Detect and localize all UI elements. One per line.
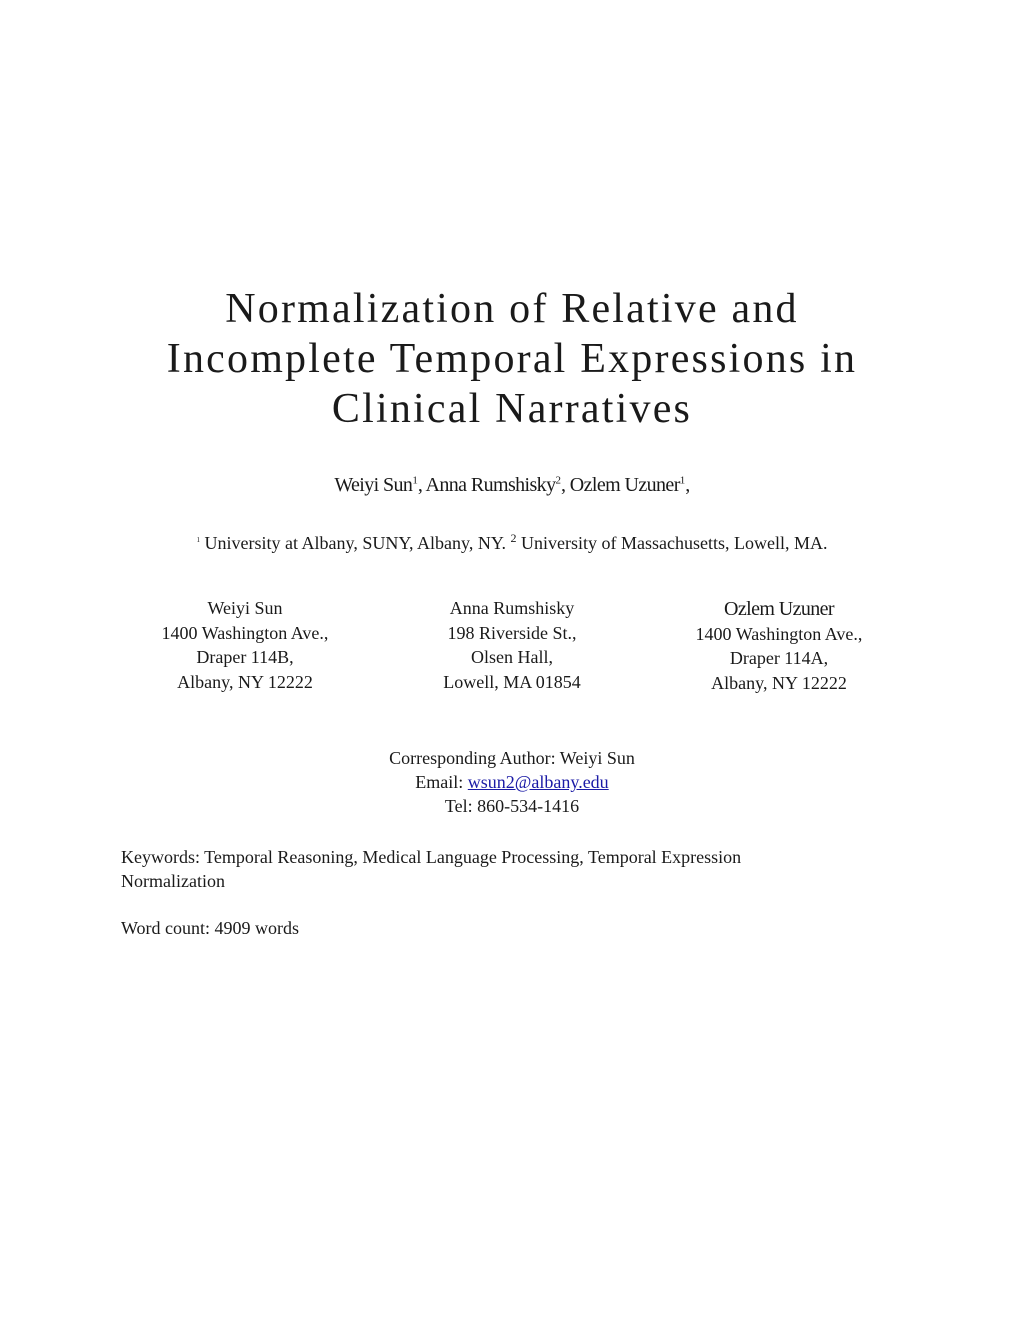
affiliation-2: University of Massachusetts, Lowell, MA. bbox=[516, 533, 828, 553]
email-line bbox=[0, 770, 1024, 794]
affiliation-1: University at Albany, SUNY, Albany, NY. bbox=[200, 533, 511, 553]
address-line: Lowell, MA 01854 bbox=[443, 671, 581, 692]
author-affiliation-marker: 1 bbox=[412, 474, 418, 487]
paper-title bbox=[0, 284, 1024, 434]
address-line: Albany, NY 12222 bbox=[177, 671, 313, 692]
address-name: Ozlem Uzuner bbox=[724, 598, 834, 620]
author-list bbox=[0, 474, 1024, 497]
telephone: Tel: 860-534-1416 bbox=[444, 796, 580, 816]
address-line: 1400 Washington Ave., bbox=[695, 623, 863, 644]
word-count: Word count: 4909 words bbox=[121, 918, 300, 938]
address-line: Olsen Hall, bbox=[471, 647, 553, 667]
author-affiliation-marker: 1 bbox=[679, 474, 686, 487]
email-label: Email: bbox=[415, 772, 468, 792]
contact-block bbox=[0, 746, 1024, 818]
address-line: 1400 Washington Ave., bbox=[161, 622, 329, 643]
title-line-2: Incomplete Temporal Expressions in bbox=[166, 336, 858, 382]
author-name: Anna Rumshisky bbox=[425, 474, 556, 496]
address-block-rumshisky bbox=[402, 596, 622, 694]
address-block-uzuner bbox=[669, 597, 889, 695]
address-line: Draper 114A, bbox=[729, 648, 829, 668]
affiliation-marker-1: 1 bbox=[196, 536, 201, 544]
author-name: Ozlem Uzuner bbox=[569, 474, 680, 496]
affiliations bbox=[0, 531, 1024, 554]
author-separator: , bbox=[560, 474, 570, 496]
address-name: Weiyi Sun bbox=[207, 598, 283, 618]
email-link[interactable]: wsun2@albany.edu bbox=[467, 772, 609, 792]
affiliation-marker-2: 2 bbox=[510, 531, 517, 545]
address-line: Albany, NY 12222 bbox=[711, 672, 847, 693]
author-name: Weiyi Sun bbox=[334, 474, 413, 496]
title-line-1: Normalization of Relative and bbox=[225, 286, 799, 332]
keywords: Keywords: Temporal Reasoning, Medical Language Processing, Temporal Expression Normalization bbox=[121, 847, 742, 891]
address-line: Draper 114B, bbox=[196, 647, 294, 667]
address-block-sun bbox=[135, 596, 355, 694]
address-name: Anna Rumshisky bbox=[449, 598, 575, 618]
author-separator: , bbox=[685, 474, 690, 496]
address-line: 198 Riverside St., bbox=[447, 622, 577, 643]
author-affiliation-marker: 2 bbox=[555, 474, 561, 487]
title-line-3: Clinical Narratives bbox=[331, 386, 693, 432]
author-separator: , bbox=[417, 474, 426, 496]
corresponding-author: Corresponding Author: Weiyi Sun bbox=[389, 748, 635, 768]
